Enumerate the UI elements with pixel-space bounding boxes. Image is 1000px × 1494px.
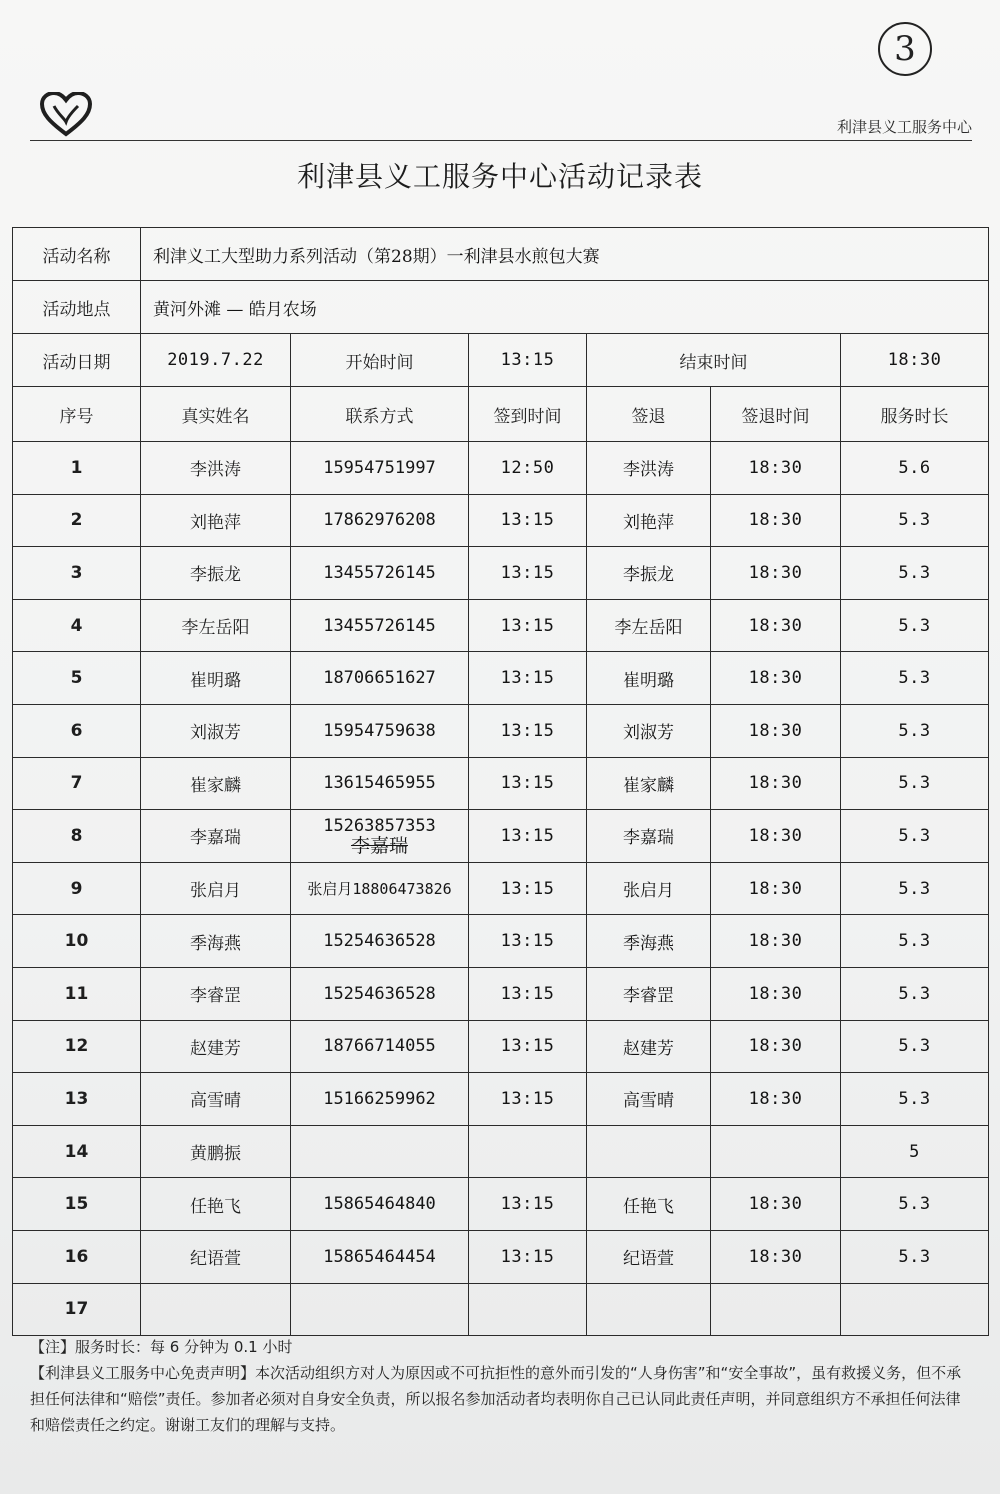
- row-signout-time: [711, 1125, 841, 1178]
- row-name: 纪语萱: [141, 1230, 291, 1283]
- row-checkin-time: [469, 1283, 587, 1336]
- row-phone: 15254636528: [291, 915, 469, 968]
- row-name: 刘淑芳: [141, 704, 291, 757]
- row-signout-signature: 刘艳萍: [587, 494, 711, 547]
- participant-row: [13, 442, 989, 495]
- row-signout-signature: 李振龙: [587, 547, 711, 600]
- header-divider: [30, 140, 972, 141]
- row-seq: 17: [13, 1283, 141, 1336]
- end-time-label: 结束时间: [587, 334, 841, 387]
- row-name: 黄鹏振: [141, 1125, 291, 1178]
- row-name: 高雪晴: [141, 1073, 291, 1126]
- row-checkin-time: 13:15: [469, 862, 587, 915]
- row-service-hours: 5.3: [841, 652, 989, 705]
- row-phone: [291, 1125, 469, 1178]
- row-name: 李左岳阳: [141, 599, 291, 652]
- row-name: 李睿罡: [141, 967, 291, 1020]
- row-service-hours: 5.3: [841, 1020, 989, 1073]
- row-service-hours: 5.3: [841, 599, 989, 652]
- row-checkin-time: 13:15: [469, 1230, 587, 1283]
- row-seq: 6: [13, 704, 141, 757]
- row-service-hours: 5.3: [841, 547, 989, 600]
- row-seq: 13: [13, 1073, 141, 1126]
- disclaimer-text: 【利津县义工服务中心免责声明】本次活动组织方对人为原因或不可抗拒性的意外而引发的“人身伤害”和“安全事故”，虽有救援义务，但不承担任何法律和“赔偿”责任。参加者必须对自身安全负责，所以报名参加活动者均表明你自己已认同此责任声明，并同意组织方不承担任何法律和赔偿责任之约定。谢谢工友们的理解与支持。: [30, 1364, 962, 1434]
- row-signout-signature: 李嘉瑞: [587, 810, 711, 863]
- row-phone: 15865464454: [291, 1230, 469, 1283]
- row-checkin-time: 13:15: [469, 1178, 587, 1231]
- row-seq: 10: [13, 915, 141, 968]
- row-signout-time: 18:30: [711, 442, 841, 495]
- row-phone: 15954759638: [291, 704, 469, 757]
- participant-row: [13, 1073, 989, 1126]
- row-signout-time: [711, 1283, 841, 1336]
- row-name: 任艳飞: [141, 1178, 291, 1231]
- row-signout-signature: 任艳飞: [587, 1178, 711, 1231]
- row-checkin-time: 13:15: [469, 1020, 587, 1073]
- row-phone: 18706651627: [291, 652, 469, 705]
- activity-date-row: [13, 334, 989, 387]
- row-seq: 12: [13, 1020, 141, 1073]
- row-signout-signature: 高雪晴: [587, 1073, 711, 1126]
- col-header-name: 真实姓名: [141, 387, 291, 442]
- row-signout-time: 18:30: [711, 1020, 841, 1073]
- row-phone: 17862976208: [291, 494, 469, 547]
- row-name: 季海燕: [141, 915, 291, 968]
- row-name: [141, 1283, 291, 1336]
- row-phone: 15166259962: [291, 1073, 469, 1126]
- row-signout-signature: 李睿罡: [587, 967, 711, 1020]
- row-signout-time: 18:30: [711, 1073, 841, 1126]
- row-checkin-time: 13:15: [469, 810, 587, 863]
- activity-place-value: 黄河外滩 — 皓月农场: [141, 281, 989, 334]
- row-seq: 1: [13, 442, 141, 495]
- row-name: 李嘉瑞: [141, 810, 291, 863]
- row-signout-time: 18:30: [711, 1230, 841, 1283]
- participant-row: [13, 1178, 989, 1231]
- row-seq: 14: [13, 1125, 141, 1178]
- activity-name-label: 活动名称: [13, 228, 141, 281]
- row-service-hours: 5.6: [841, 442, 989, 495]
- column-header-row: [13, 387, 989, 442]
- row-name: 李洪涛: [141, 442, 291, 495]
- row-signout-signature: [587, 1283, 711, 1336]
- activity-place-label: 活动地点: [13, 281, 141, 334]
- footer-notes: [30, 1334, 975, 1438]
- document-title: 利津县义工服务中心活动记录表: [296, 160, 703, 193]
- row-phone: 13455726145: [291, 599, 469, 652]
- start-time-value: 13:15: [469, 334, 587, 387]
- row-name: 李振龙: [141, 547, 291, 600]
- activity-record-table: [12, 227, 989, 1336]
- row-service-hours: 5.3: [841, 862, 989, 915]
- col-header-signout-time: 签退时间: [711, 387, 841, 442]
- participant-row: [13, 652, 989, 705]
- row-phone: [291, 810, 469, 863]
- row-signout-signature: 赵建芳: [587, 1020, 711, 1073]
- participant-row: [13, 1230, 989, 1283]
- row-seq: 16: [13, 1230, 141, 1283]
- row-signout-signature: 季海燕: [587, 915, 711, 968]
- row-service-hours: 5: [841, 1125, 989, 1178]
- row-phone: [291, 1283, 469, 1336]
- row-service-hours: 5.3: [841, 1178, 989, 1231]
- row-signout-time: 18:30: [711, 757, 841, 810]
- participant-row: [13, 1283, 989, 1336]
- row-signout-time: 18:30: [711, 547, 841, 600]
- row-name: 崔家麟: [141, 757, 291, 810]
- row-checkin-time: 13:15: [469, 599, 587, 652]
- row-service-hours: 5.3: [841, 967, 989, 1020]
- row-signout-time: 18:30: [711, 915, 841, 968]
- row-signout-signature: 李左岳阳: [587, 599, 711, 652]
- participant-row: [13, 547, 989, 600]
- row-phone: 15254636528: [291, 967, 469, 1020]
- row-signout-signature: 纪语萱: [587, 1230, 711, 1283]
- row-checkin-time: 13:15: [469, 1073, 587, 1126]
- end-time-value: 18:30: [841, 334, 989, 387]
- participant-row: [13, 915, 989, 968]
- row-checkin-time: 13:15: [469, 494, 587, 547]
- row-seq: 5: [13, 652, 141, 705]
- row-service-hours: 5.3: [841, 1073, 989, 1126]
- row-seq: 8: [13, 810, 141, 863]
- row-signout-time: 18:30: [711, 1178, 841, 1231]
- row-seq: 9: [13, 862, 141, 915]
- row-signout-time: 18:30: [711, 494, 841, 547]
- row-service-hours: 5.3: [841, 915, 989, 968]
- row-phone: 15865464840: [291, 1178, 469, 1231]
- row-seq: 15: [13, 1178, 141, 1231]
- row-signout-time: 18:30: [711, 810, 841, 863]
- participant-row: [13, 494, 989, 547]
- service-hours-note: 【注】服务时长：每 6 分钟为 0.1 小时: [30, 1338, 293, 1356]
- row-signout-signature: 李洪涛: [587, 442, 711, 495]
- row-signout-time: 18:30: [711, 652, 841, 705]
- participant-row: [13, 704, 989, 757]
- row-seq: 4: [13, 599, 141, 652]
- row-service-hours: 5.3: [841, 810, 989, 863]
- row-name: 赵建芳: [141, 1020, 291, 1073]
- row-service-hours: 5.3: [841, 494, 989, 547]
- row-name: 张启月: [141, 862, 291, 915]
- start-time-label: 开始时间: [291, 334, 469, 387]
- row-checkin-time: [469, 1125, 587, 1178]
- row-service-hours: [841, 1283, 989, 1336]
- participant-row: [13, 862, 989, 915]
- row-signout-signature: 刘淑芳: [587, 704, 711, 757]
- row-checkin-time: 13:15: [469, 757, 587, 810]
- activity-date-value: 2019.7.22: [141, 334, 291, 387]
- activity-place-row: [13, 281, 989, 334]
- participant-row: [13, 967, 989, 1020]
- participant-row: [13, 599, 989, 652]
- row-signout-time: 18:30: [711, 862, 841, 915]
- row-checkin-time: 12:50: [469, 442, 587, 495]
- participant-row: [13, 810, 989, 863]
- row-name: 刘艳萍: [141, 494, 291, 547]
- row-seq: 3: [13, 547, 141, 600]
- row-checkin-time: 13:15: [469, 915, 587, 968]
- col-header-contact: 联系方式: [291, 387, 469, 442]
- participant-row: [13, 1020, 989, 1073]
- activity-name-row: [13, 228, 989, 281]
- row-service-hours: 5.3: [841, 704, 989, 757]
- row-service-hours: 5.3: [841, 757, 989, 810]
- row-checkin-time: 13:15: [469, 967, 587, 1020]
- col-header-hours: 服务时长: [841, 387, 989, 442]
- org-header-name: 利津县义工服务中心: [836, 118, 972, 136]
- activity-name-value: 利津义工大型助力系列活动（第28期）一利津县水煎包大赛: [141, 228, 989, 281]
- row-checkin-time: 13:15: [469, 704, 587, 757]
- participant-row: [13, 1125, 989, 1178]
- row-seq: 7: [13, 757, 141, 810]
- row-checkin-time: 13:15: [469, 652, 587, 705]
- row-signout-signature: 张启月: [587, 862, 711, 915]
- activity-date-label: 活动日期: [13, 334, 141, 387]
- row-phone-number: 15263857353: [323, 815, 436, 836]
- row-signout-time: 18:30: [711, 704, 841, 757]
- row-seq: 2: [13, 494, 141, 547]
- row-phone: 张启月18806473826: [291, 862, 469, 915]
- row-service-hours: 5.3: [841, 1230, 989, 1283]
- col-header-seq: 序号: [13, 387, 141, 442]
- volunteer-heart-logo-icon: [40, 92, 92, 138]
- row-phone: 13615465955: [291, 757, 469, 810]
- col-header-checkin: 签到时间: [469, 387, 587, 442]
- row-phone-struck-text: 李嘉瑞: [350, 834, 408, 857]
- col-header-signout: 签退: [587, 387, 711, 442]
- participant-row: [13, 757, 989, 810]
- page-number-circle: 3: [878, 22, 932, 76]
- row-signout-signature: [587, 1125, 711, 1178]
- row-seq: 11: [13, 967, 141, 1020]
- row-signout-time: 18:30: [711, 967, 841, 1020]
- row-name: 崔明璐: [141, 652, 291, 705]
- participant-rows: [13, 442, 989, 1336]
- row-signout-signature: 崔明璐: [587, 652, 711, 705]
- row-phone: 15954751997: [291, 442, 469, 495]
- row-checkin-time: 13:15: [469, 547, 587, 600]
- row-signout-time: 18:30: [711, 599, 841, 652]
- row-signout-signature: 崔家麟: [587, 757, 711, 810]
- row-phone: 13455726145: [291, 547, 469, 600]
- row-phone: 18766714055: [291, 1020, 469, 1073]
